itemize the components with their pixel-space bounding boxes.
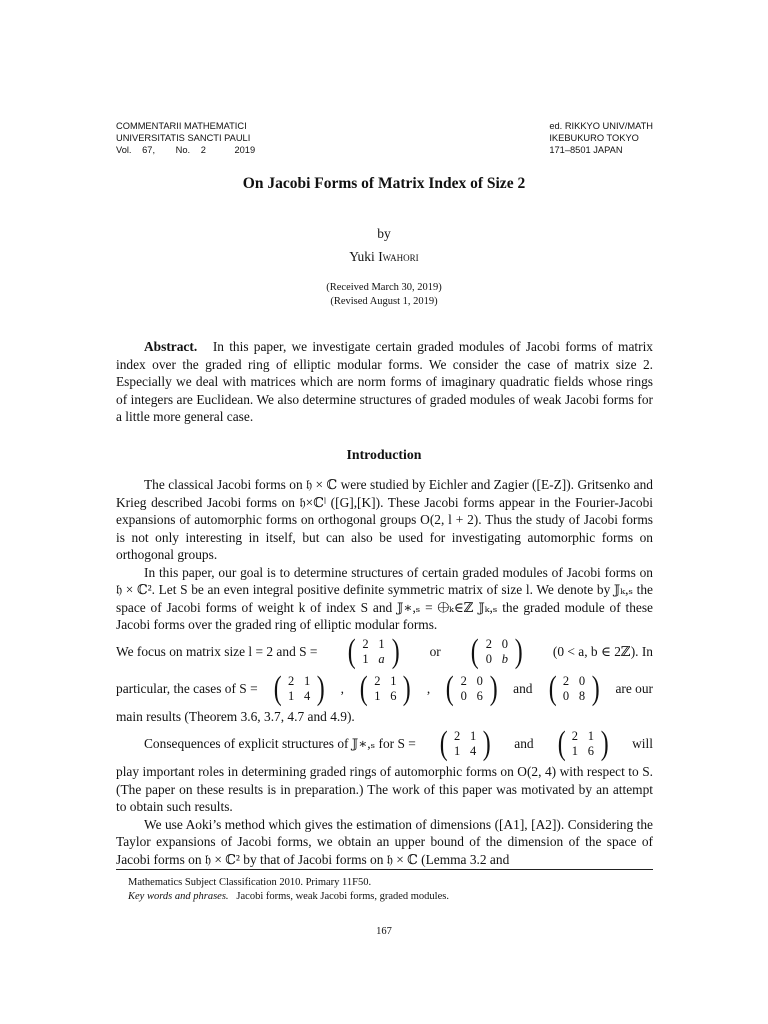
text-will: will <box>632 736 653 752</box>
intro-paragraph-3a <box>116 725 653 763</box>
volume-line <box>116 144 255 156</box>
footnote-keywords <box>128 890 449 904</box>
journal-name-line2: UNIVERSITATIS SANCTI PAULI <box>116 133 251 143</box>
paper-title: On Jacobi Forms of Matrix Index of Size 2 <box>242 175 526 192</box>
author-first-name: Yuki <box>349 249 375 264</box>
year: 2019 <box>234 145 256 155</box>
publisher-info-right <box>549 120 653 156</box>
matrix-2-0-0-8: ( 2 0 0 8 ) <box>548 669 600 707</box>
intro-paragraph-1: The classical Jacobi forms on 𝔥 × ℂ were studied by Eichler and Zagier ([E-Z]). Gritsenko and Krieg described Jacobi forms on 𝔥×ℂˡ ([G],[K]). These Jacobi forms appear in the Fourier-Jacobi expansions of automorphic forms on orthogonal groups O(2, l + 2). Thus the study of Jacobi forms is not only interesting in itself, but can also be used for investigating automorphic forms on orthogonal groups. <box>116 477 653 562</box>
vol-number: 67, <box>142 145 156 155</box>
text-and: and <box>513 680 533 696</box>
keywords-text: Jacobi forms, weak Jacobi forms, graded modules. <box>236 891 449 902</box>
received-date: (Received March 30, 2019) <box>326 282 442 293</box>
matrix-2-1-1-a: ( 2 1 1 a ) <box>347 632 400 670</box>
author-last-name: Iwahori <box>378 249 419 264</box>
matrix-2-1-1-4-b: ( 2 1 1 4 ) <box>439 725 491 762</box>
publisher-line1: ed. RIKKYO UNIV/MATH <box>549 121 653 131</box>
text-consequences: Consequences of explicit structures of 𝕁∗,ₛ for S = <box>144 736 416 752</box>
matrix-2-0-0-b: ( 2 0 0 b ) <box>471 632 523 670</box>
abstract-label: Abstract. <box>144 339 198 354</box>
introduction-body <box>116 476 653 868</box>
text-condition: (0 < a, b ∈ 2ℤ). In <box>552 643 653 659</box>
abstract-text: In this paper, we investigate certain graded modules of Jacobi forms of matrix index over the graded ring of elliptic modular forms. We consider the case of matrix size 2. Especially we deal with matrices which are norm forms of imaginary quadratic fields whose rings of integers are Euclidean. We also determine structures of graded modules of weak Jacobi forms for a little more general case. <box>116 339 653 424</box>
vol-label: Vol. <box>116 145 132 155</box>
abstract <box>116 338 653 426</box>
intro-paragraph-3b: play important roles in determining graded rings of automorphic forms on O(2, 4) with respect to S. (The paper on these results is in preparation.) The work of this paper was motivated by an attempt to obtain such results. <box>116 764 653 814</box>
publisher-line3: 171–8501 JAPAN <box>549 145 623 155</box>
submission-dates <box>0 281 768 309</box>
intro-paragraph-4: We use Aoki’s method which gives the estimation of dimensions ([A1], [A2]). Considering the Taylor expansions of Jacobi forms, we obtain an upper bound of the dimension of the space of Jacobi forms on 𝔥 × ℂ² by that of Jacobi forms on 𝔥 × ℂ (Lemma 3.2 and <box>116 816 653 867</box>
revised-date: (Revised August 1, 2019) <box>330 296 438 307</box>
journal-info-left <box>116 120 255 156</box>
journal-name-line1: COMMENTARII MATHEMATICI <box>116 121 247 131</box>
text-particular: particular, the cases of S = <box>116 680 258 696</box>
footnote-msc: Mathematics Subject Classification 2010. Primary 11F50. <box>128 877 372 888</box>
matrix-2-1-1-6-b: ( 2 1 1 6 ) <box>557 725 609 762</box>
publisher-line2: IKEBUKURO TOKYO <box>549 133 639 143</box>
keywords-label: Key words and phrases. <box>128 891 229 902</box>
intro-paragraph-2d: main results (Theorem 3.6, 3.7, 4.7 and 4.9). <box>116 708 355 724</box>
intro-paragraph-2b <box>116 634 653 670</box>
author-name <box>0 249 768 265</box>
footnote-divider <box>116 869 653 870</box>
by-line: by <box>377 226 391 241</box>
intro-paragraph-2c: particular, the cases of S = ( 2 1 1 4 ) , ( 2 1 1 6 ) , ( 2 0 0 6 ) and ( 2 0 0 8 ) are our <box>116 669 653 707</box>
matrix-2-1-1-6: ( 2 1 1 6 ) <box>359 669 412 707</box>
matrix-2-0-0-6: ( 2 0 0 6 ) <box>446 669 498 707</box>
section-title-introduction: Introduction <box>346 447 422 462</box>
intro-paragraph-2a: In this paper, our goal is to determine structures of certain graded modules of Jacobi forms on 𝔥 × ℂ². Let S be an even integral positive definite symmetric matrix of size l. We denote by 𝕁ₖ,ₛ the space of Jacobi forms of weight k of index S and 𝕁∗,ₛ = ⨁ₖ∈ℤ 𝕁ₖ,ₛ the graded module of these Jacobi forms over the graded ring of elliptic modular forms. <box>116 564 653 632</box>
journal-header <box>116 120 653 156</box>
text-or: or <box>429 643 441 659</box>
text-and-2: and <box>514 736 534 752</box>
no-number: 2 <box>200 145 206 155</box>
no-label: No. <box>175 145 191 155</box>
text-are-our: are our <box>615 680 653 696</box>
page-number: 167 <box>376 926 392 937</box>
matrix-2-1-1-4: ( 2 1 1 4 ) <box>273 669 325 707</box>
footnotes <box>128 876 449 904</box>
text-focus: We focus on matrix size l = 2 and S = <box>116 643 318 659</box>
